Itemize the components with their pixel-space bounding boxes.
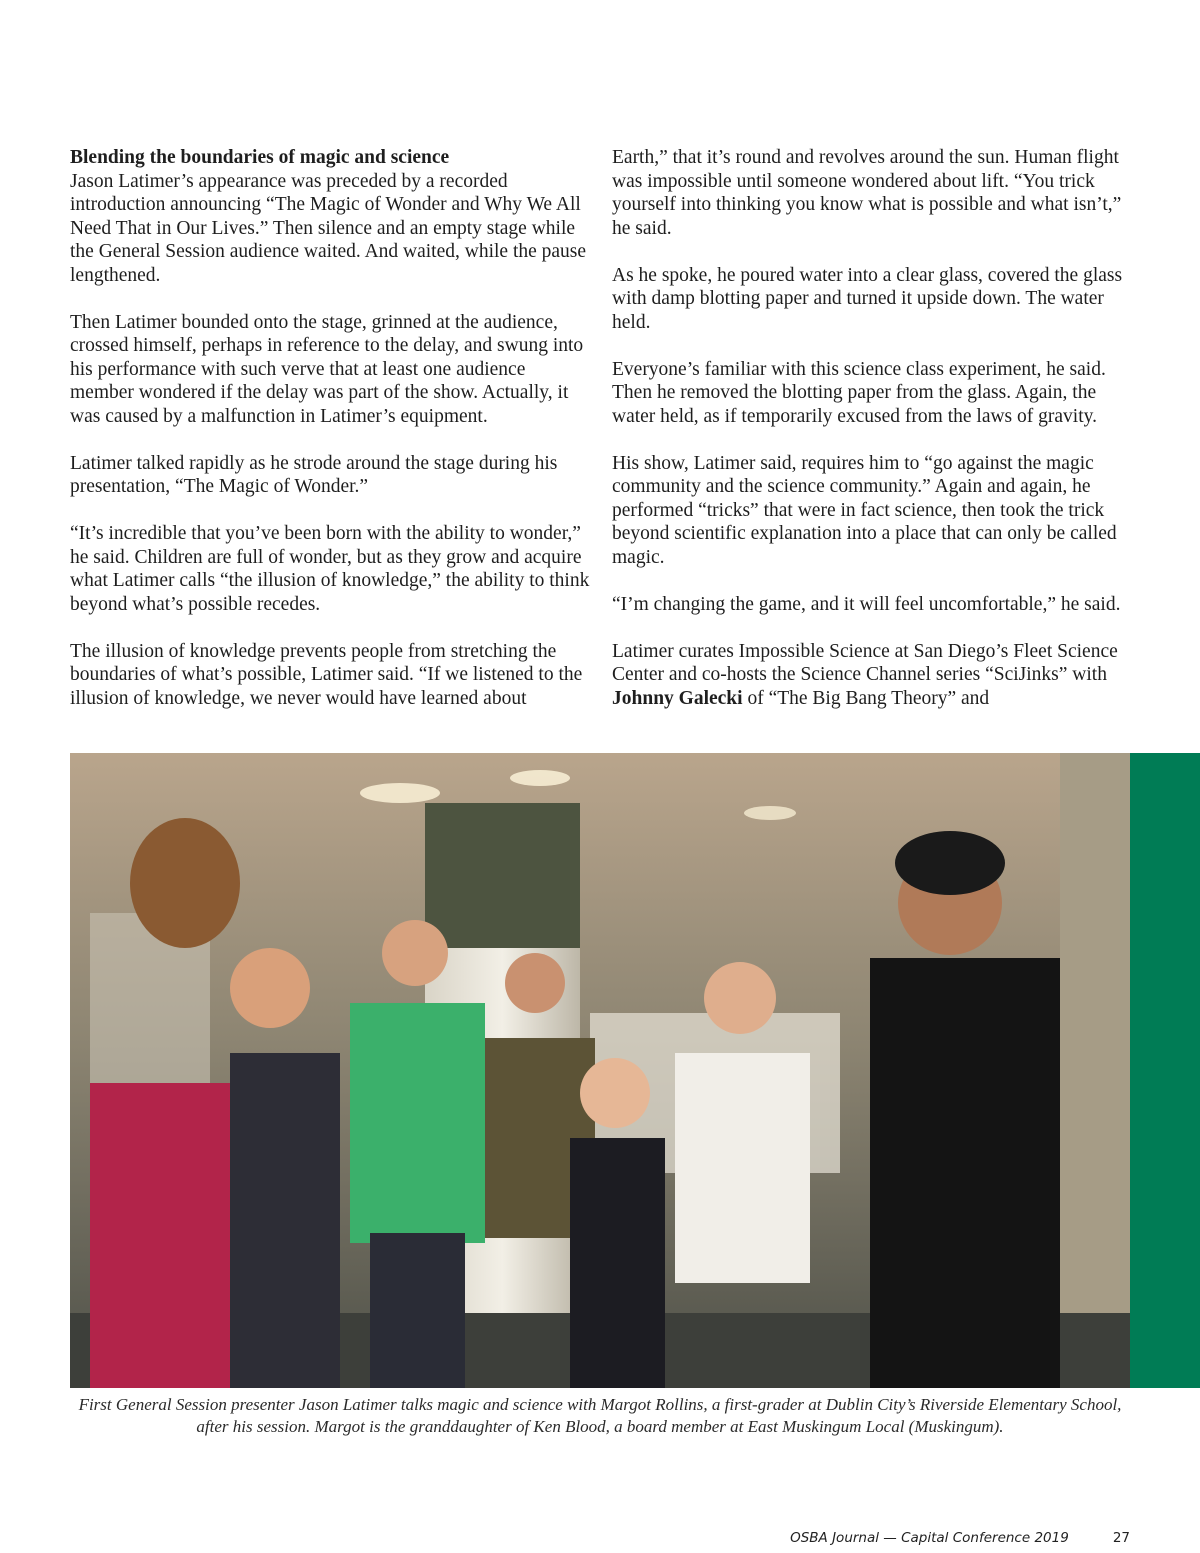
paragraph-9: His show, Latimer said, requires him to “go against the magic community and the science community.” Again and again, he performed “tricks” that were in fact science, then took the trick beyond scientific explanation into a place that can only be called magic.: [612, 452, 1117, 568]
article-heading: Blending the boundaries of magic and science: [70, 147, 450, 168]
article-photo: [70, 753, 1130, 1388]
paragraph-3: Latimer talked rapidly as he strode around the stage during his presentation, “The Magic of Wonder.”: [70, 452, 558, 497]
paragraph-7: As he spoke, he poured water into a clear glass, covered the glass with damp blotting paper and turned it upside down. The water held.: [612, 264, 1123, 333]
paragraph-11: [612, 640, 1132, 711]
paragraph-text: of “The Big Bang Theory” and: [742, 687, 990, 709]
paragraph-text: Latimer curates Impossible Science at San Diego’s Fleet Science Center and co-hosts the Science Channel series “SciJinks” with: [612, 640, 1118, 685]
article-left-column: [70, 146, 590, 734]
paragraph-2: Then Latimer bounded onto the stage, grinned at the audience, crossed himself, perhaps in reference to the delay, and swung into his performance with such verve that at least one audience member wondered if the delay was part of the show. Actually, it was caused by a malfunction in Latimer’s equipment.: [70, 311, 584, 427]
publication-name: OSBA Journal — Capital Conference 2019: [790, 1530, 1069, 1546]
photo-illustration: [70, 753, 1130, 1388]
paragraph-10: “I’m changing the game, and it will feel uncomfortable,” he said.: [612, 593, 1121, 615]
photo-caption: First General Session presenter Jason Latimer talks magic and science with Margot Rollins, a first-grader at Dublin City’s Riverside Elementary School, after his session. Margot is the granddaughter of Ken Blood, a board member at East Muskingum Local (Muskingum).: [78, 1395, 1122, 1436]
paragraph-6: Earth,” that it’s round and revolves around the sun. Human flight was impossible until someone wondered about lift. “You trick yourself into thinking you know what is possible and what isn’t,” he said.: [612, 147, 1122, 239]
accent-bar: [1130, 753, 1200, 1388]
article-right-column: [612, 146, 1132, 734]
paragraph-5: The illusion of knowledge prevents people from stretching the boundaries of what’s possible, Latimer said. “If we listened to the illusion of knowledge, we never would have learned about: [70, 640, 583, 709]
paragraph-text: Jason Latimer’s appearance was preceded by a recorded introduction announcing “The Magic of Wonder and Why We All Need That in Our Lives.” Then silence and an empty stage while the General Session audience waited. And waited, while the pause lengthened.: [70, 170, 587, 286]
page-number: 27: [1112, 1530, 1130, 1546]
bold-name: Johnny Galecki: [612, 687, 743, 709]
paragraph-8: Everyone’s familiar with this science class experiment, he said. Then he removed the blotting paper from the glass. Again, the water held, as if temporarily excused from the laws of gravity.: [612, 358, 1106, 427]
paragraph-1: [70, 146, 590, 287]
paragraph-4: “It’s incredible that you’ve been born with the ability to wonder,” he said. Children are full of wonder, but as they grow and acquire what Latimer calls “the illusion of knowledge,” the ability to think beyond what’s possible recedes.: [70, 523, 590, 615]
page-footer: [790, 1530, 1130, 1546]
